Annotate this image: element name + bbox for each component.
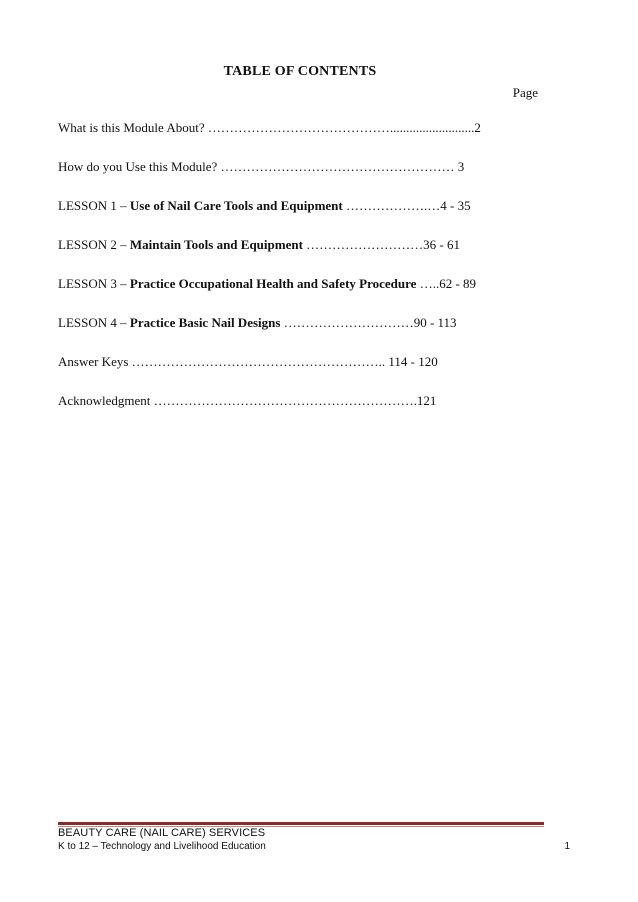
toc-entry-leader: ………………………………………………….. [131,354,389,369]
toc-entry-page: 121 [416,393,437,408]
toc-entry-prefix: LESSON 1 – [58,198,130,213]
toc-entry-lesson-2[interactable] [58,235,548,254]
toc-entry-leader: ……………………… [302,237,424,252]
toc-entry-page: 3 [457,159,465,174]
toc-entry-prefix: Answer Keys [58,354,132,369]
toc-entry-page: 2 [474,120,481,135]
toc-entry-leader: ….. [416,276,440,291]
toc-entry-lesson-4[interactable] [58,313,548,332]
toc-entry-page: 62 - 89 [439,276,477,291]
toc-entry-leader: ……………….… [342,198,441,213]
toc-entry-prefix: LESSON 2 – [58,237,130,252]
toc-entry-page: 114 - 120 [388,354,438,369]
page-column-label: Page [512,85,538,100]
toc-entry-lesson-1[interactable] [58,196,548,215]
toc-entry-prefix: What is this Module About? [58,120,208,135]
toc-entry-acknowledgment[interactable] [58,391,548,410]
toc-entry-leader: ……………………………………………………. [153,393,417,408]
toc-entry-page: 4 - 35 [440,198,471,213]
toc-entry-about[interactable] [58,118,548,137]
toc-entry-leader: …………………………………….......................... [207,120,475,135]
toc-entry-title: Practice Occupational Health and Safety Procedure [129,276,417,291]
toc-entry-how-to-use[interactable] [58,157,548,176]
footer-course-title: BEAUTY CARE (NAIL CARE) SERVICES [58,827,266,839]
toc-entry-prefix: LESSON 4 – [58,315,130,330]
toc-entry-title: Maintain Tools and Equipment [129,237,303,252]
page-title: TABLE OF CONTENTS [223,64,377,79]
toc-entry-lesson-3[interactable] [58,274,548,293]
page-number: 1 [564,841,570,852]
toc-entry-prefix: LESSON 3 – [58,276,130,291]
toc-list [58,118,548,430]
toc-entry-leader: ……………………………………………… [220,159,458,174]
toc-entry-title: Practice Basic Nail Designs [129,315,281,330]
toc-entry-prefix: Acknowledgment [58,393,154,408]
toc-entry-leader: ………………………… [280,315,414,330]
toc-entry-prefix: How do you Use this Module? [58,159,221,174]
toc-entry-title: Use of Nail Care Tools and Equipment [129,198,343,213]
toc-entry-page: 36 - 61 [423,237,461,252]
footer-rule [58,822,544,825]
toc-entry-answer-keys[interactable] [58,352,548,371]
toc-entry-page: 90 - 113 [413,315,457,330]
footer-program: K to 12 – Technology and Livelihood Education [58,841,266,852]
